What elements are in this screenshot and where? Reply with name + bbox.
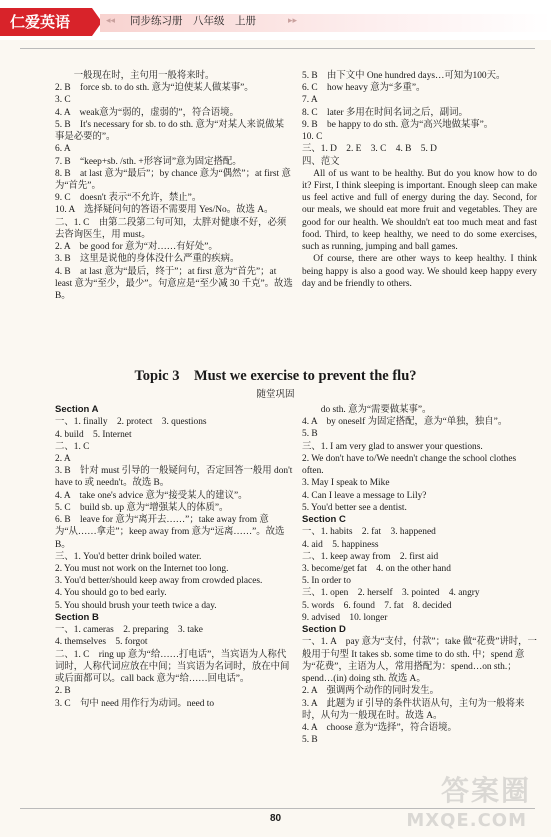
answer-line: 10. C (302, 132, 323, 143)
answer-line: 二、1. keep away from 2. first aid (302, 551, 439, 562)
answer-line: 4. B at last 意为“最后，终于”；at first 意为“首先”；at least 意为“至少，最少”。句意应是“至少减 30 千克”。故选 B。 (55, 266, 296, 301)
answer-line: 5. You should brush your teeth twice a day. (55, 600, 217, 611)
answer-line: 3. You'd better/should keep away from crowded places. (55, 576, 263, 587)
answer-line: do sth. 意为“需要做某事”。 (302, 405, 432, 415)
answer-line: 4. build 5. Internet (55, 429, 132, 440)
answer-line: 5. B (302, 429, 318, 440)
topic-subtitle: 随堂巩固 (256, 389, 295, 400)
answer-line: 4. You should go to bed early. (55, 588, 167, 599)
answers-bottom-right (302, 404, 537, 746)
answers-top-left (55, 70, 296, 302)
answer-line: 2. You must not work on the Internet too long. (55, 563, 229, 574)
answer-line: 4. themselves 5. forgot (55, 637, 148, 648)
answer-line: 一般现在时，主句用一般将来时。 (55, 71, 215, 81)
answer-line: 二、1. C 由第二段第二句可知，太胖对健康不好，必须去咨询医生，用 must。 (55, 217, 287, 240)
answer-line: 7. B “keep+sb. /sth. +形容词”意为固定搭配。 (55, 156, 242, 167)
answer-line: 5. C build sb. up 意为“增强某人的体质”。 (55, 502, 229, 513)
watermark-text: 答案圈 (440, 774, 531, 807)
answer-line: 三、1. D 2. E 3. C 4. B 5. D (302, 144, 437, 155)
answer-line: 5. words 6. found 7. fat 8. decided (302, 600, 452, 611)
answer-line: 三、1. You'd better drink boiled water. (55, 551, 202, 562)
answer-line: 4. A take one's advice 意为“接受某人的建议”。 (55, 490, 248, 501)
answer-line: 5. B (302, 735, 318, 746)
section-heading: Section C (302, 513, 346, 525)
answer-line: 3. C 句中 need 用作行为动词。need to (55, 698, 215, 709)
arrow-left-icon: ◂◂ (106, 15, 116, 25)
section-heading: Section A (55, 404, 99, 415)
answer-line: 5. You'd better see a dentist. (302, 502, 407, 513)
answer-line: 8. B at last 意为“最后”；by chance 意为“偶然”；at first 意为“首先”。 (55, 168, 291, 191)
answer-line: 一、1. A pay 意为“支付，付款”；take 做“花费”讲时，一般用于句型 It takes sb. some time to do sth. 中；spend 意为“花费”，主语为人，常用搭配为：spend…on sth.；spend…(in) doing sth. 故选 A。 (302, 637, 537, 685)
answer-line: 5. In order to (302, 576, 351, 587)
brand-logo: 仁爱英语 (0, 8, 92, 36)
arrow-right-icon: ▸▸ (288, 15, 298, 25)
answer-line: 三、1. open 2. herself 3. pointed 4. angry (302, 588, 480, 599)
answer-line: 一、1. cameras 2. preparing 3. take (55, 625, 203, 636)
section-heading: Section D (302, 624, 346, 636)
answer-line: 三、1. I am very glad to answer your questions. (302, 441, 483, 452)
topic-title: Topic 3 Must we exercise to prevent the flu? (134, 368, 417, 384)
answer-line: 2. We don't have to/We needn't change the school clothes often. (302, 453, 519, 477)
answer-line: 8. C later 多用在时间名词之后，副词。 (302, 107, 468, 118)
answer-line: 9. advised 10. longer (302, 612, 388, 623)
answer-line: 4. aid 5. happiness (302, 539, 379, 550)
answer-line: 4. A weak意为“弱的，虚弱的”，符合语境。 (55, 107, 239, 118)
answer-line: 2. A be good for 意为“对……有好处”。 (55, 242, 218, 253)
header-divider (20, 48, 535, 49)
essay-paragraph: All of us want to be healthy. But do you know how to do it? First, I think sleeping is important. Enough sleep can make us feel active and full of energy during the day. Second, for our meals, we should eat more fruit and vegetables. They are good for our health. We shouldn't eat too much meat and fast food. Third, to keep healthy, we need to do some exercises, such as running, jumping and ball games. (302, 168, 537, 253)
model-essay (302, 168, 537, 290)
watermark-url: MXQE.COM (406, 810, 527, 831)
answer-line: 四、范文 (302, 156, 340, 167)
answer-line: 10. A 选择疑问句的答语不需要用 Yes/No。故选 A。 (55, 205, 274, 216)
answer-line: 3. A 此题为 if 引导的条件状语从句，主句为一般将来时，从句为一般现在时。故选 A。 (302, 698, 525, 721)
answer-line: 3. B 针对 must 引导的一般疑问句，否定回答一般用 don't have to 或 needn't。故选 B。 (55, 466, 295, 489)
answer-line: 3. May I speak to Mike (302, 478, 390, 489)
book-title: 同步练习册 八年级 上册 (130, 15, 256, 27)
answer-line: 一、1. habits 2. fat 3. happened (302, 527, 436, 538)
answer-line: 一、1. finally 2. protect 3. questions (55, 417, 207, 428)
answer-line: 3. become/get fat 4. on the other hand (302, 563, 451, 574)
answer-line: 5. B 由下文中 One hundred days…可知为100天。 (302, 71, 506, 81)
answer-line: 4. Can I leave a message to Lily? (302, 490, 427, 501)
page-header (0, 0, 551, 40)
answer-line: 二、1. C ring up 意为“给……打电话”，当宾语为人称代词时，人称代词应放在中间；当宾语为名词时，放在中间或后面都可以。call back 意为“给……回电话”。 (55, 649, 290, 685)
watermark-logo (387, 773, 537, 835)
answer-line: 4. A choose 意为“选择”，符合语境。 (302, 722, 457, 733)
answer-line: 6. B leave for 意为“离开去……”；take away from 意为“从……拿走”；keep away from 意为“远离……”。故选 B。 (55, 515, 287, 550)
answers-bottom-left (55, 404, 293, 710)
answer-line: 二、1. C (55, 441, 90, 452)
page-number: 80 (269, 813, 282, 824)
answer-line: 9. C doesn't 表示“不允许，禁止”。 (55, 193, 202, 204)
answer-line: 5. B It's necessary for sb. to do sth. 意为“对某人来说做某事是必要的”。 (55, 119, 285, 143)
answer-line: 7. A (302, 95, 318, 106)
answer-line: 3. C (55, 95, 71, 106)
answer-line: 3. B 这里是说他的身体没什么严重的疾病。 (55, 254, 240, 265)
answer-line: 2. A 强调两个动作的同时发生。 (302, 686, 439, 697)
answer-line: 2. B (55, 686, 71, 697)
answer-line: 2. B force sb. to do sth. 意为“迫使某人做某事”。 (55, 83, 254, 94)
essay-paragraph: Of course, there are other ways to keep healthy. I think being happy is also a good way. We should keep happy every day and be friendly to others. (302, 254, 537, 289)
answers-top-right (302, 70, 537, 290)
answer-line: 2. A (55, 454, 71, 464)
answer-line: 6. A (55, 144, 71, 155)
section-heading: Section B (55, 611, 99, 623)
answer-line: 9. B be happy to do sth. 意为“高兴地做某事”。 (302, 119, 494, 130)
answer-line: 4. A by oneself 为固定搭配，意为“单独，独自”。 (302, 417, 508, 428)
answer-line: 6. C how heavy 意为“多重”。 (302, 83, 426, 94)
